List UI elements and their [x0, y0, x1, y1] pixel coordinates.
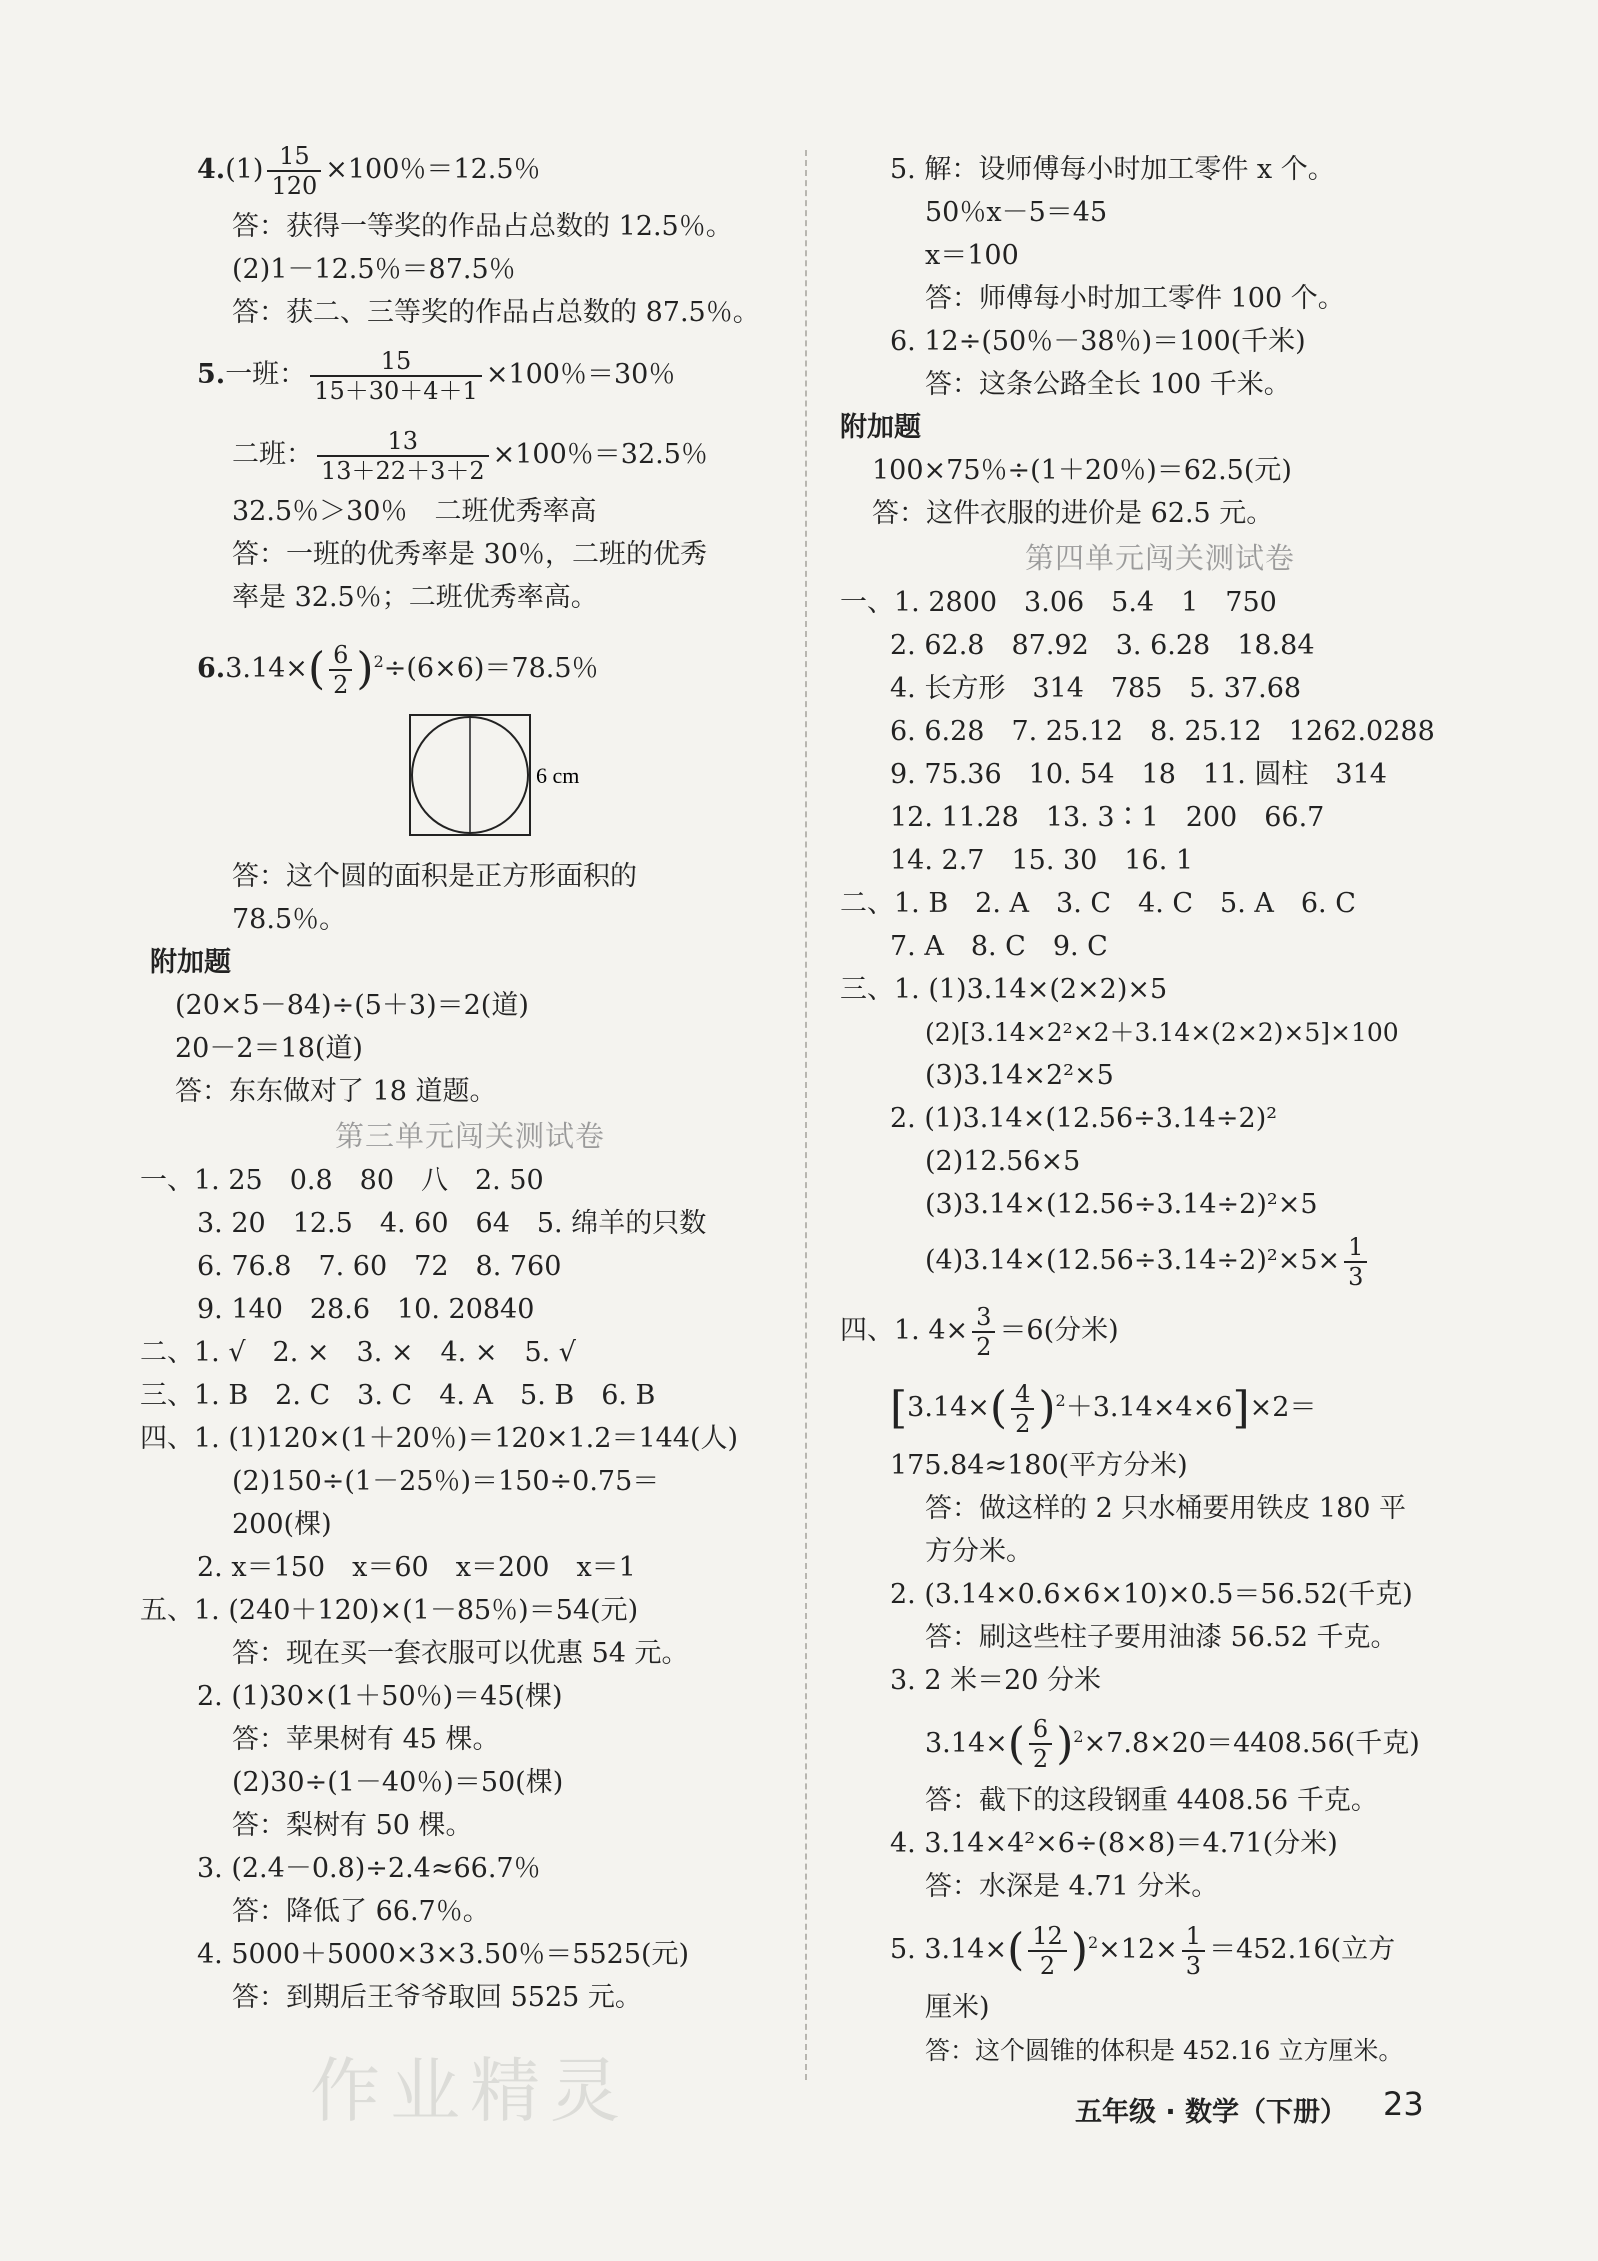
answer-line: 7. A 8. C 9. C [890, 931, 1108, 962]
answer-line: 2. 62.8 87.92 3. 6.28 18.84 [890, 630, 1315, 661]
answer-line: 二、1. √ 2. × 3. × 4. × 5. √ [140, 1336, 576, 1368]
answer-line: 78.5％。 [232, 903, 347, 935]
answer-line: 答：刷这些柱子要用油漆 56.52 千克。 [925, 1621, 1398, 1653]
answer-line: 五、1. (240＋120)×(1－85％)＝54(元) [140, 1594, 639, 1626]
answer-line: 12. 11.28 13. 3∶1 200 66.7 [890, 802, 1325, 833]
fraction: $\frac{15}{120}$ [267, 142, 321, 200]
answer-line: (2)1－12.5％＝87.5％ [232, 254, 516, 285]
answer-line: 答：到期后王爷爷取回 5525 元。 [232, 1981, 642, 2013]
answer-line: 答：这个圆的面积是正方形面积的 [232, 860, 637, 892]
right-column [840, 148, 1480, 2072]
answer-line: 5. 3.14×( $\frac{12}{2}$ )$^2$×12× $\frac{1}{3}$ ＝452.16(立方 [890, 1921, 1396, 1980]
answer-line: 3. (2.4－0.8)÷2.4≈66.7％ [197, 1852, 541, 1884]
answer-line: 三、1. B 2. C 3. C 4. A 5. B 6. B [140, 1379, 656, 1411]
answer-line: 答：做这样的 2 只水桶要用铁皮 180 平 [925, 1492, 1407, 1524]
answer-line: 6. 12÷(50％－38％)＝100(千米) [890, 326, 1306, 357]
answer-line: 6.3.14×( $\frac{6}{2}$ )$^2$÷(6×6)＝78.5％ [197, 640, 599, 699]
answer-line: 答：师傅每小时加工零件 100 个。 [925, 283, 1345, 314]
answer-line: 厘米) [925, 1991, 990, 2023]
answer-line: 答：梨树有 50 棵。 [232, 1809, 473, 1841]
answer-line: 2. (1)3.14×(12.56÷3.14÷2)² [890, 1103, 1278, 1134]
fraction: $\frac{3}{2}$ [972, 1303, 995, 1361]
answer-line: 率是 32.5％；二班优秀率高。 [232, 582, 598, 613]
answer-line: 一、1. 25 0.8 80 八 2. 50 [140, 1164, 544, 1196]
fraction: $\frac{4}{2}$ [1011, 1380, 1034, 1438]
answer-line: (2)12.56×5 [925, 1146, 1081, 1177]
answer-line: (2)30÷(1－40％)＝50(棵) [232, 1766, 564, 1798]
answer-line: 5.一班： $\frac{15}{15+30+4+1}$ ×100％＝30％ [197, 346, 676, 405]
section-title: 第四单元闯关测试卷 [1024, 541, 1295, 575]
answer-line: 4. 3.14×4²×6÷(8×8)＝4.71(分米) [890, 1828, 1338, 1859]
answer-line: 5. 解：设师傅每小时加工零件 x 个。 [890, 154, 1335, 185]
answer-line: 4. 5000＋5000×3×3.50％＝5525(元) [197, 1938, 690, 1970]
answer-line: 方分米。 [925, 1535, 1033, 1567]
answer-line: x＝100 [925, 240, 1019, 271]
answer-line: 一、1. 2800 3.06 5.4 1 750 [840, 587, 1277, 618]
watermark: 作业精灵 [310, 2050, 630, 2132]
fraction: $\frac{1}{3}$ [1182, 1922, 1205, 1980]
answer-line: 二班： $\frac{13}{13+22+3+2}$ ×100％＝32.5％ [232, 426, 708, 485]
answer-line: 三、1. (1)3.14×(2×2)×5 [840, 974, 1168, 1005]
extra-question-heading: 附加题 [150, 946, 231, 978]
answer-line: 答：获二、三等奖的作品占总数的 87.5％。 [232, 297, 760, 328]
page-number: 23 [1383, 2085, 1424, 2123]
answer-line: 4.(1) $\frac{15}{120}$ ×100％＝12.5％ [197, 141, 541, 200]
answer-line: 175.84≈180(平方分米) [890, 1449, 1188, 1481]
answer-line: 答：苹果树有 45 棵。 [232, 1723, 500, 1755]
answer-line: 9. 140 28.6 10. 20840 [197, 1293, 535, 1325]
left-column [140, 135, 790, 2019]
answer-line: 答：截下的这段钢重 4408.56 千克。 [925, 1785, 1378, 1816]
footer-book-title: 五年级 · 数学（下册） [1075, 2097, 1348, 2128]
fraction: $\frac{6}{2}$ [1029, 1715, 1052, 1773]
fraction: $\frac{15}{15+30+4+1}$ [310, 347, 482, 405]
answer-line: 答：东东做对了 18 道题。 [175, 1075, 497, 1107]
fraction: $\frac{6}{2}$ [329, 641, 352, 699]
answer-line: (3)3.14×2²×5 [925, 1060, 1114, 1091]
answer-line: 四、1. (1)120×(1＋20％)＝120×1.2＝144(人) [140, 1422, 739, 1454]
circle-square-diagram [150, 705, 790, 855]
answer-line: 答：降低了 66.7％。 [232, 1895, 490, 1927]
answer-line: (4)3.14×(12.56÷3.14÷2)²×5× $\frac{1}{3}$ [840, 1226, 1480, 1296]
answer-line: [3.14×( $\frac{4}{2}$ )$^2$＋3.14×4×6]×2＝ [890, 1379, 1317, 1438]
answer-line: 4. 长方形 314 785 5. 37.68 [890, 673, 1302, 704]
answer-line: 2. x＝150 x＝60 x＝200 x＝1 [197, 1551, 636, 1583]
extra-question-heading: 附加题 [840, 412, 921, 443]
answer-line: (20×5－84)÷(5＋3)＝2(道) [175, 989, 529, 1021]
answer-line: (2)150÷(1－25％)＝150÷0.75＝ [232, 1465, 660, 1497]
answer-line: 答：水深是 4.71 分米。 [925, 1871, 1219, 1902]
answer-line: 答：这件衣服的进价是 62.5 元。 [872, 498, 1274, 529]
answer-line: (3)3.14×(12.56÷3.14÷2)²×5 [925, 1189, 1318, 1220]
answer-line: 200(棵) [232, 1508, 332, 1540]
answer-line: 100×75％÷(1＋20％)＝62.5(元) [872, 455, 1292, 486]
fraction: $\frac{12}{2}$ [1028, 1922, 1067, 1980]
answer-line: (2)[3.14×2²×2＋3.14×(2×2)×5]×100 [925, 1018, 1399, 1047]
answer-line: 20－2＝18(道) [175, 1032, 363, 1064]
answer-line: 答：获得一等奖的作品占总数的 12.5％。 [232, 211, 733, 242]
answer-line: 3. 20 12.5 4. 60 64 5. 绵羊的只数 [197, 1207, 707, 1239]
answer-line: 答：这个圆锥的体积是 452.16 立方厘米。 [925, 2035, 1404, 2065]
fraction: $\frac{13}{13+22+3+2}$ [317, 427, 489, 485]
answer-line: 2. (3.14×0.6×6×10)×0.5＝56.52(千克) [890, 1578, 1413, 1610]
answer-line: 答：一班的优秀率是 30％，二班的优秀 [232, 539, 707, 570]
answer-line: 3. 2 米＝20 分米 [890, 1664, 1102, 1696]
answer-line: 9. 75.36 10. 54 18 11. 圆柱 314 [890, 759, 1387, 790]
column-divider [805, 150, 807, 2080]
answer-line: 6. 76.8 7. 60 72 8. 760 [197, 1250, 562, 1282]
answer-line: 四、1. 4× $\frac{3}{2}$ ＝6(分米) [840, 1302, 1119, 1361]
answer-line: 答：这条公路全长 100 千米。 [925, 369, 1291, 400]
answer-line: 32.5％＞30％ 二班优秀率高 [232, 496, 597, 527]
answer-line: 6. 6.28 7. 25.12 8. 25.12 1262.0288 [890, 716, 1435, 747]
section-title: 第三单元闯关测试卷 [334, 1118, 605, 1153]
fraction: $\frac{1}{3}$ [1344, 1233, 1367, 1291]
answer-line: 答：现在买一套衣服可以优惠 54 元。 [232, 1637, 689, 1669]
answer-line: 2. (1)30×(1＋50％)＝45(棵) [197, 1680, 563, 1712]
answer-line: 50％x－5＝45 [925, 197, 1108, 228]
answer-line: 3.14×( $\frac{6}{2}$ )$^2$×7.8×20＝4408.56(千克) [925, 1715, 1420, 1773]
circle-in-square-figure [150, 705, 790, 855]
answer-line: 二、1. B 2. A 3. C 4. C 5. A 6. C [840, 888, 1356, 919]
answer-line: 14. 2.7 15. 30 16. 1 [890, 845, 1194, 876]
side-length-label: 6 cm [536, 762, 580, 788]
